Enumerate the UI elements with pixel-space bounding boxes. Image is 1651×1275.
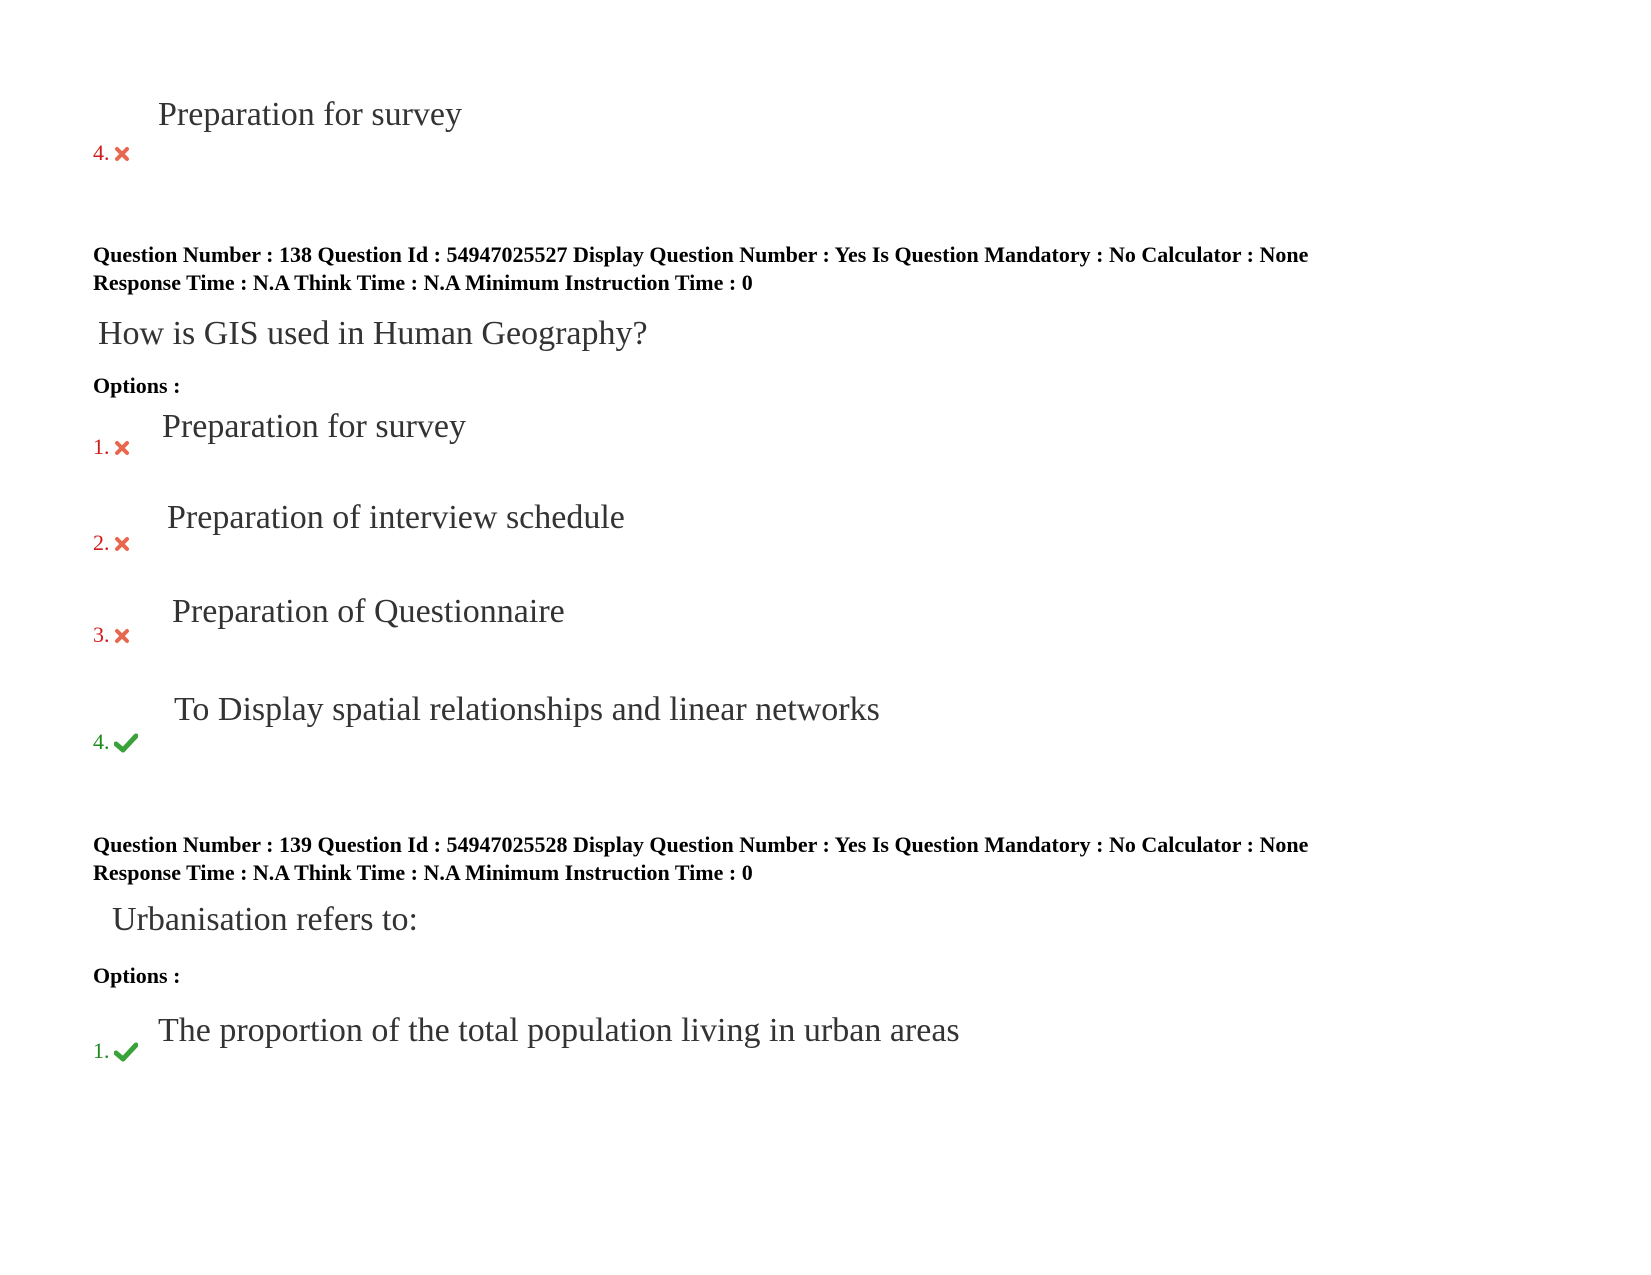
question-text: How is GIS used in Human Geography? <box>98 315 648 352</box>
cross-mark-icon <box>114 536 130 557</box>
option-text <box>158 96 462 134</box>
option-marker <box>93 729 138 758</box>
option-number: 1. <box>93 434 110 459</box>
option-marker <box>93 530 130 557</box>
option-text: Preparation for survey <box>162 408 467 445</box>
question-meta <box>93 831 1308 887</box>
cross-mark-icon <box>114 628 130 649</box>
option-number: 1. <box>93 1038 110 1063</box>
option-marker <box>93 622 130 649</box>
question-meta-line1: Question Number : 139 Question Id : 54947025528 Display Question Number : Yes Is Question Mandatory : No Calculator : None <box>93 832 1309 857</box>
question-meta-line2: Response Time : N.A Think Time : N.A Minimum Instruction Time : 0 <box>93 270 753 295</box>
option-number: 4. <box>93 140 110 165</box>
option-text: The proportion of the total population living in urban areas <box>158 1012 960 1049</box>
option-marker <box>93 434 130 461</box>
cross-mark-icon <box>114 440 130 461</box>
question-meta <box>93 241 1308 297</box>
question-meta-line2: Response Time : N.A Think Time : N.A Minimum Instruction Time : 0 <box>93 860 753 885</box>
option-text: Preparation of interview schedule <box>167 499 625 536</box>
options-label: Options : <box>93 373 181 398</box>
question-text: Urbanisation refers to: <box>112 901 418 938</box>
options-label: Options : <box>93 963 181 988</box>
option-marker <box>93 140 130 167</box>
check-mark-icon <box>114 1042 138 1067</box>
option-text: Preparation of Questionnaire <box>172 593 565 630</box>
cross-mark-icon <box>114 146 130 167</box>
option-text: To Display spatial relationships and linear networks <box>174 691 880 728</box>
check-mark-icon <box>114 733 138 758</box>
option-text-top: Preparation for survey <box>158 96 463 133</box>
option-number: 2. <box>93 530 110 555</box>
option-marker <box>93 1038 138 1067</box>
option-number: 3. <box>93 622 110 647</box>
question-meta-line1: Question Number : 138 Question Id : 54947025527 Display Question Number : Yes Is Question Mandatory : No Calculator : None <box>93 242 1309 267</box>
option-number: 4. <box>93 729 110 754</box>
